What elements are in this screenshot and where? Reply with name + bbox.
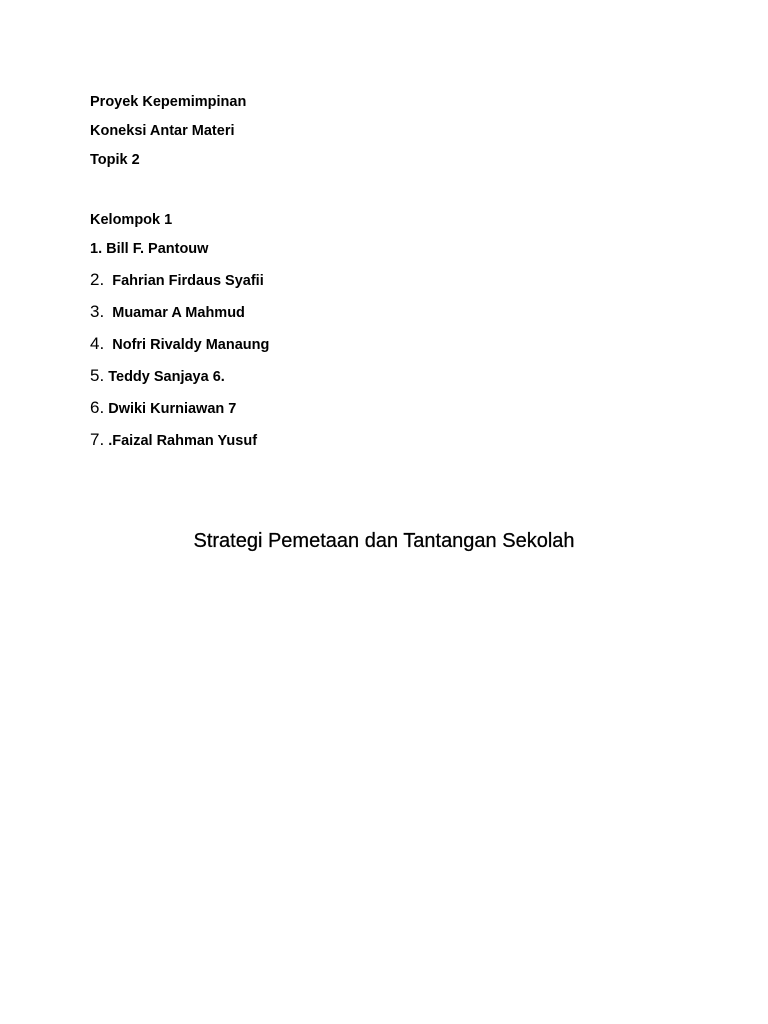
member-name: .Faizal Rahman Yusuf bbox=[108, 433, 258, 449]
member-number: 5. bbox=[90, 366, 105, 385]
member-item bbox=[90, 399, 236, 418]
member-name: Dwiki Kurniawan 7 bbox=[108, 401, 237, 417]
member-name: Bill F. Pantouw bbox=[106, 241, 209, 257]
member-item bbox=[90, 303, 245, 322]
group-name: Kelompok 1 bbox=[90, 212, 173, 228]
member-number: 6. bbox=[90, 398, 105, 417]
member-name: Muamar A Mahmud bbox=[112, 305, 245, 321]
member-number: 2. bbox=[90, 270, 105, 289]
member-name: Teddy Sanjaya 6. bbox=[108, 369, 225, 385]
member-number: 3. bbox=[90, 302, 105, 321]
member-item bbox=[90, 431, 257, 450]
project-title: Proyek Kepemimpinan bbox=[90, 94, 247, 110]
member-name: Fahrian Firdaus Syafii bbox=[112, 273, 264, 289]
member-item bbox=[90, 240, 208, 258]
member-number: 1. bbox=[90, 241, 103, 257]
member-name: Nofri Rivaldy Manaung bbox=[112, 337, 270, 353]
subject-title: Koneksi Antar Materi bbox=[90, 123, 235, 139]
document-title: Strategi Pemetaan dan Tantangan Sekolah bbox=[193, 530, 575, 552]
member-number: 4. bbox=[90, 334, 105, 353]
member-item bbox=[90, 367, 225, 386]
member-item bbox=[90, 271, 264, 290]
member-number: 7. bbox=[90, 430, 105, 449]
member-item bbox=[90, 335, 269, 354]
topic-label: Topik 2 bbox=[90, 152, 140, 168]
